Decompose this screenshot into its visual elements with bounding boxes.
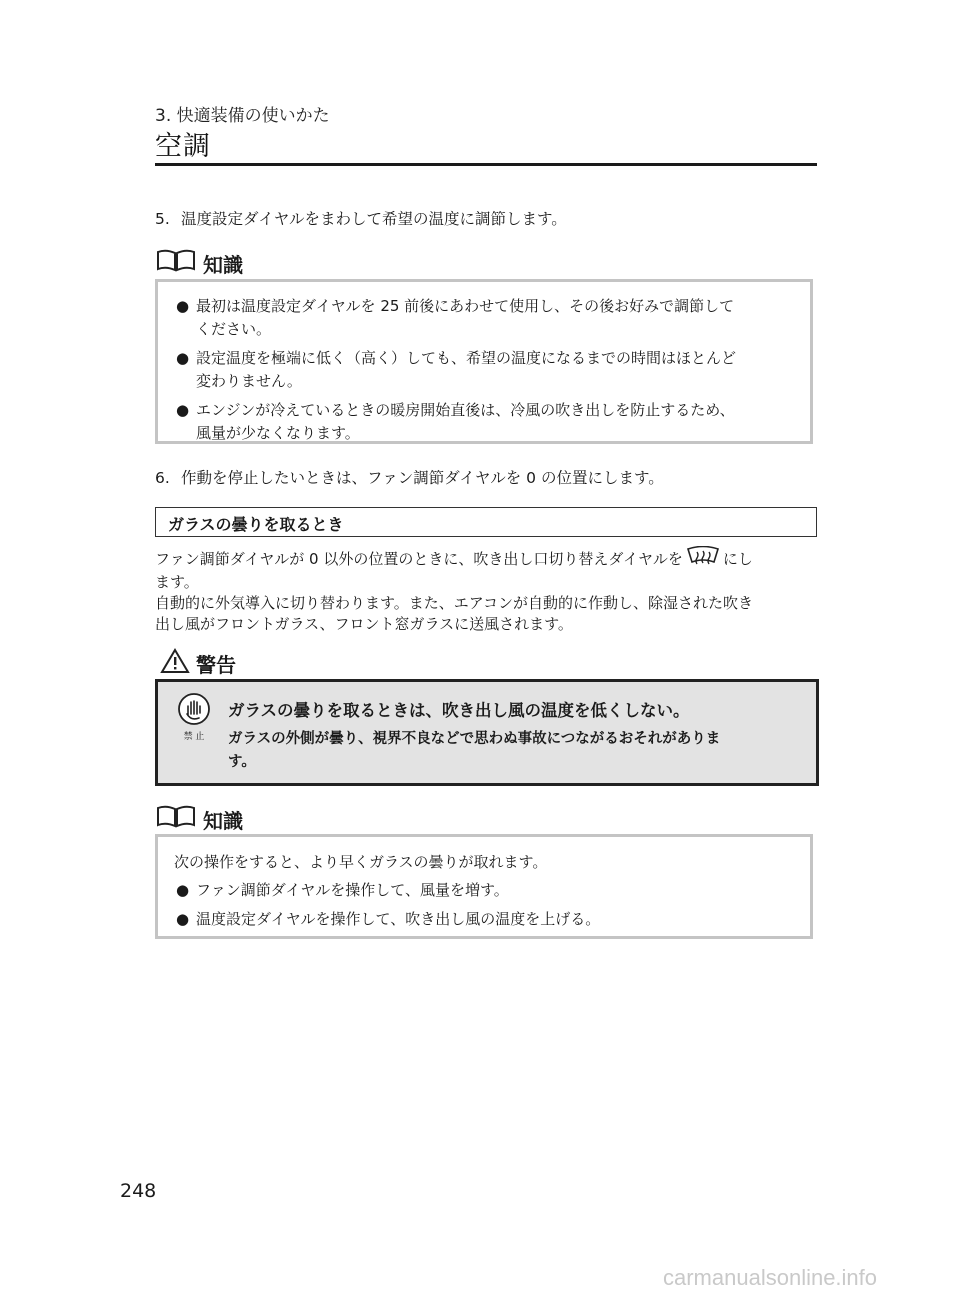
step-number: 6.: [155, 469, 170, 487]
step-6: [155, 466, 664, 488]
warning-heading-label: 警告: [196, 653, 236, 677]
watermark: carmanualsonline.info: [663, 1265, 878, 1290]
page-title: 空調: [155, 131, 211, 162]
list-item: ● 温度設定ダイヤルを操作して、吹き出し風の温度を上げる。: [176, 910, 601, 928]
step-5: [155, 207, 567, 229]
section-heading: ガラスの曇りを取るとき: [155, 507, 817, 537]
list-item: ● 設定温度を極端に低く（高く）しても、希望の温度になるまでの時間はほとんど 変わりません。: [176, 349, 737, 390]
prohibited-icon: [174, 692, 214, 742]
step-text: 作動を停止したいときは、ファン調節ダイヤルを 0 の位置にします。: [181, 469, 664, 487]
list-item: ● 最初は温度設定ダイヤルを 25 前後にあわせて使用し、その後お好みで調節して ください。: [176, 297, 735, 338]
info-heading-label: 知識: [203, 253, 243, 277]
step-text: 温度設定ダイヤルをまわして希望の温度に調節します。: [181, 210, 567, 228]
step-number: 5.: [155, 210, 170, 228]
page-number: 248: [120, 1180, 157, 1202]
info-intro: 次の操作をすると、より早くガラスの曇りが取れます。: [174, 853, 548, 871]
list-item: ● ファン調節ダイヤルを操作して、風量を増す。: [176, 881, 509, 899]
info-box: [155, 279, 813, 444]
chapter-label: 3. 快適装備の使いかた: [155, 106, 330, 126]
warning-heading: [160, 648, 236, 679]
prohibited-label: 禁 止: [183, 732, 205, 742]
body-paragraph: ファン調節ダイヤルが 0 以外の位置のときに、吹き出し口切り替えダイヤルを にし ます。 自動的に外気導入に切り替わります。また、エアコンが自動的に作動し、除湿された吹き 出し風がフロントガラス、フロント窓ガラスに送風されます。: [155, 546, 820, 635]
info-box: [155, 834, 813, 939]
list-item: ● エンジンが冷えているときの暖房開始直後は、冷風の吹き出しを防止するため、 風量が少なくなります。: [176, 401, 735, 442]
warning-triangle-icon: [160, 648, 190, 679]
book-icon: [155, 249, 197, 278]
info-heading-label: 知識: [203, 809, 243, 833]
info-heading: [155, 249, 243, 278]
info-heading: [155, 805, 243, 834]
header-rule: [155, 163, 817, 166]
defroster-icon: [686, 546, 720, 572]
book-icon: [155, 805, 197, 834]
warning-text: ガラスの外側が曇り、視界不良などで思わぬ事故につながるおそれがありま す。: [228, 731, 721, 770]
warning-title: ガラスの曇りを取るときは、吹き出し風の温度を低くしない。: [228, 701, 690, 720]
